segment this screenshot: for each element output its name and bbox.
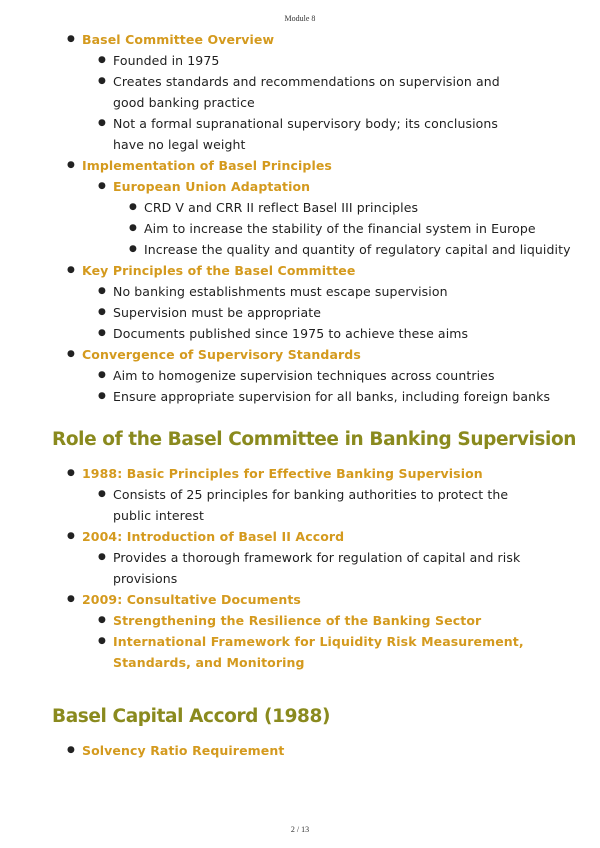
- list-item: [0, 386, 600, 407]
- section-title-role-of-basel-committee: Role of the Basel Committee in Banking Supervision: [52, 429, 577, 450]
- list-item-text: No banking establishments must escape supervision: [113, 284, 448, 299]
- list-item: [0, 281, 600, 302]
- group-heading: Implementation of Basel Principles: [82, 158, 332, 173]
- group-implementation-of-basel-principles: [0, 155, 600, 176]
- subgroup-strengthening-resilience: [0, 610, 600, 631]
- role-list: [0, 463, 600, 673]
- list-item-text: Increase the quality and quantity of regulatory capital and liquidity: [144, 242, 571, 257]
- list-item: [0, 50, 600, 71]
- group-basel-committee-overview: [0, 29, 600, 50]
- section-title-basel-capital-accord: Basel Capital Accord (1988): [52, 706, 331, 727]
- bullet-disc-icon: ●: [98, 328, 106, 338]
- bullet-disc-icon: ●: [67, 745, 75, 755]
- bullet-disc-icon: ●: [67, 468, 75, 478]
- list-item: [0, 113, 600, 155]
- bullet-disc-icon: ●: [98, 118, 106, 128]
- list-item-text: Aim to homogenize supervision techniques across countries: [113, 368, 495, 383]
- list-item: [0, 197, 600, 218]
- bullet-disc-icon: ●: [98, 76, 106, 86]
- running-header: Module 8: [284, 14, 316, 23]
- list-item-text: Creates standards and recommendations on supervision and good banking practice: [113, 74, 500, 110]
- bullet-disc-icon: ●: [67, 349, 75, 359]
- list-item-text: Aim to increase the stability of the financial system in Europe: [144, 221, 536, 236]
- subgroup-heading: European Union Adaptation: [113, 179, 311, 194]
- subgroup-european-union-adaptation: [0, 176, 600, 197]
- subgroup-liquidity-risk-framework: [0, 631, 600, 673]
- list-item-text: CRD V and CRR II reflect Basel III principles: [144, 200, 419, 215]
- bullet-disc-icon: ●: [98, 489, 106, 499]
- bullet-disc-icon: ●: [129, 223, 137, 233]
- bullet-disc-icon: ●: [67, 160, 75, 170]
- list-item: [0, 71, 600, 113]
- bullet-disc-icon: ●: [98, 615, 106, 625]
- subgroup-heading: Strengthening the Resilience of the Banking Sector: [113, 613, 482, 628]
- list-item: [0, 302, 600, 323]
- page-number: 2 / 13: [290, 825, 310, 834]
- list-item-text: Not a formal supranational supervisory body; its conclusions have no legal weight: [113, 116, 499, 152]
- list-item-text: Provides a thorough framework for regulation of capital and risk provisions: [113, 550, 521, 586]
- bullet-disc-icon: ●: [67, 594, 75, 604]
- list-item: [0, 484, 600, 526]
- list-item-text: Supervision must be appropriate: [113, 305, 322, 320]
- group-heading: Basel Committee Overview: [82, 32, 275, 47]
- list-item-text: Founded in 1975: [113, 53, 220, 68]
- group-heading: Solvency Ratio Requirement: [82, 743, 285, 758]
- capital-accord-list: [0, 740, 600, 761]
- bullet-disc-icon: ●: [67, 265, 75, 275]
- list-item: [0, 218, 600, 239]
- list-item-text: Documents published since 1975 to achieve these aims: [113, 326, 469, 341]
- bullet-disc-icon: ●: [129, 244, 137, 254]
- group-solvency-ratio-requirement: [0, 740, 600, 761]
- bullet-disc-icon: ●: [67, 531, 75, 541]
- group-key-principles: [0, 260, 600, 281]
- group-heading: Key Principles of the Basel Committee: [82, 263, 356, 278]
- bullet-disc-icon: ●: [98, 286, 106, 296]
- bullet-disc-icon: ●: [129, 202, 137, 212]
- list-item: [0, 547, 600, 589]
- bullet-disc-icon: ●: [98, 307, 106, 317]
- group-heading: 2004: Introduction of Basel II Accord: [82, 529, 345, 544]
- bullet-disc-icon: ●: [98, 370, 106, 380]
- subgroup-heading: International Framework for Liquidity Risk Measurement, Standards, and Monitoring: [113, 634, 524, 670]
- group-heading: 2009: Consultative Documents: [82, 592, 301, 607]
- group-heading: 1988: Basic Principles for Effective Banking Supervision: [82, 466, 483, 481]
- list-item: [0, 239, 600, 260]
- group-2009-consultative-documents: [0, 589, 600, 610]
- group-convergence-of-supervisory-standards: [0, 344, 600, 365]
- list-item: [0, 323, 600, 344]
- document-content: [0, 29, 600, 761]
- bullet-disc-icon: ●: [98, 181, 106, 191]
- group-heading: Convergence of Supervisory Standards: [82, 347, 361, 362]
- group-2004-basel-ii: [0, 526, 600, 547]
- group-1988-basic-principles: [0, 463, 600, 484]
- list-item: [0, 365, 600, 386]
- bullet-disc-icon: ●: [98, 552, 106, 562]
- bullet-disc-icon: ●: [98, 391, 106, 401]
- bullet-disc-icon: ●: [67, 34, 75, 44]
- overview-list: [0, 29, 600, 407]
- bullet-disc-icon: ●: [98, 636, 106, 646]
- bullet-disc-icon: ●: [98, 55, 106, 65]
- list-item-text: Consists of 25 principles for banking authorities to protect the public interest: [113, 487, 509, 523]
- list-item-text: Ensure appropriate supervision for all banks, including foreign banks: [113, 389, 551, 404]
